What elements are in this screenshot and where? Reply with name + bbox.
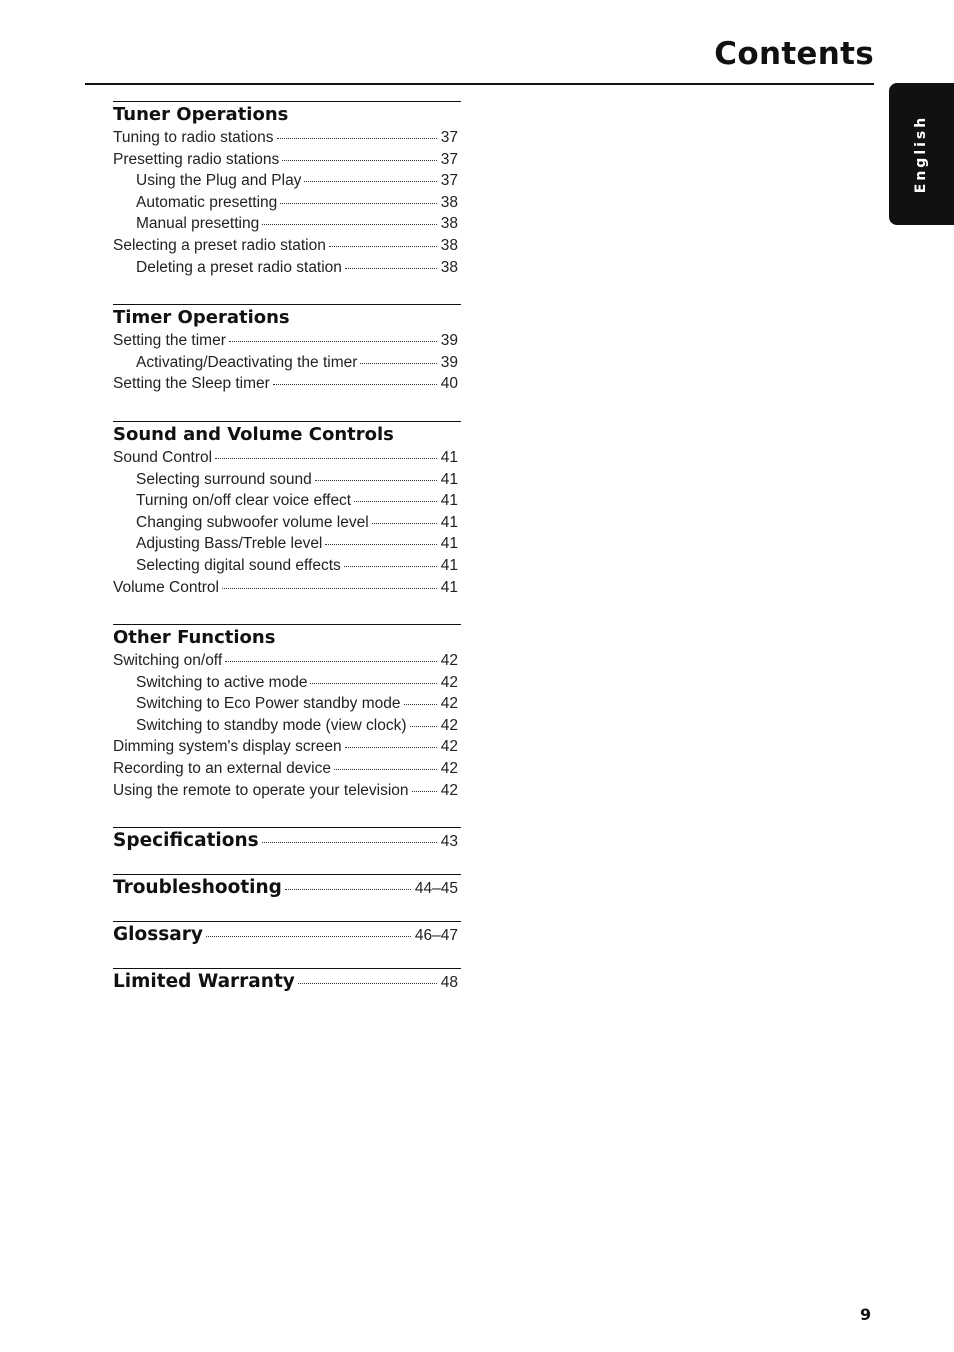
- toc-subentry: [113, 213, 461, 235]
- toc-entry: [113, 736, 461, 758]
- toc-entry-page: 38: [440, 258, 458, 276]
- toc-entry-page: 42: [440, 781, 458, 799]
- toc-section-troubleshooting: [113, 874, 461, 900]
- dot-leader: [412, 791, 437, 792]
- toc-entry-label: Automatic presetting: [136, 193, 278, 211]
- toc-entry-label: Deleting a preset radio station: [136, 258, 342, 276]
- dot-leader: [345, 268, 437, 269]
- dot-leader: [334, 769, 437, 770]
- dot-leader: [280, 203, 436, 204]
- toc-subentry: [113, 533, 461, 555]
- dot-leader: [354, 501, 437, 502]
- dot-leader: [325, 544, 436, 545]
- toc-entry-label: Using the remote to operate your television: [113, 781, 409, 799]
- toc-entry-page: 39: [440, 332, 458, 350]
- toc-entry-page: 41: [440, 513, 458, 531]
- toc-entry-label: Recording to an external device: [113, 760, 331, 778]
- toc-entry-page: 42: [440, 738, 458, 756]
- toc-section-specifications: [113, 827, 461, 853]
- toc-entry-label: Manual presetting: [136, 215, 260, 233]
- toc-subentry: [113, 672, 461, 694]
- section-heading: Specifications: [113, 830, 259, 852]
- toc-entry-label: Switching to standby mode (view clock): [136, 716, 407, 734]
- dot-leader: [315, 480, 437, 481]
- toc-subentry: [113, 469, 461, 491]
- toc-heading-entry: [113, 970, 461, 994]
- toc-entry: [113, 235, 461, 257]
- section-heading: Sound and Volume Controls: [113, 423, 394, 445]
- toc-entry-label: Sound Control: [113, 448, 213, 466]
- toc-entry-page: 43: [440, 833, 458, 851]
- toc-entry: [113, 758, 461, 780]
- dot-leader: [229, 341, 437, 342]
- toc-heading-entry: [113, 876, 461, 900]
- toc-entry: [113, 447, 461, 469]
- toc-subentry: [113, 170, 461, 192]
- toc-subentry: [113, 512, 461, 534]
- toc-entry-label: Turning on/off clear voice effect: [136, 492, 352, 510]
- dot-leader: [222, 588, 437, 589]
- toc-subentry: [113, 715, 461, 737]
- dot-leader: [298, 983, 437, 984]
- dot-leader: [282, 160, 436, 161]
- section-heading: Glossary: [113, 924, 203, 946]
- toc-entry-page: 37: [440, 150, 458, 168]
- toc-section-glossary: [113, 921, 461, 947]
- toc-entry-page: 44–45: [414, 880, 458, 898]
- toc-entry-label: Presetting radio stations: [113, 150, 280, 168]
- toc-entry-page: 41: [440, 556, 458, 574]
- toc-entry-label: Using the Plug and Play: [136, 172, 302, 190]
- title-rule: [85, 83, 874, 85]
- section-heading: Timer Operations: [113, 307, 290, 329]
- toc-entry-page: 39: [440, 353, 458, 371]
- toc-entry-label: Volume Control: [113, 578, 219, 596]
- page-number: 9: [860, 1305, 872, 1324]
- section-heading: Tuner Operations: [113, 104, 289, 125]
- dot-leader: [262, 224, 437, 225]
- toc-entry-label: Dimming system's display screen: [113, 738, 342, 756]
- toc-entry-page: 46–47: [414, 927, 458, 945]
- section-heading: Limited Warranty: [113, 971, 295, 993]
- toc-entry-label: Changing subwoofer volume level: [136, 513, 369, 531]
- toc-entry-page: 41: [440, 578, 458, 596]
- toc-entry-page: 41: [440, 448, 458, 466]
- toc-section-sound-and-volume-controls: [113, 421, 461, 598]
- toc-entry-page: 40: [440, 375, 458, 393]
- toc-subentry: [113, 555, 461, 577]
- toc-entry-label: Switching on/off: [113, 652, 223, 670]
- toc-section-limited-warranty: [113, 968, 461, 994]
- dot-leader: [404, 704, 437, 705]
- toc-entry-page: 41: [440, 492, 458, 510]
- toc-entry-page: 41: [440, 470, 458, 488]
- dot-leader: [262, 842, 437, 843]
- section-heading: Other Functions: [113, 627, 276, 649]
- toc-heading-entry: [113, 923, 461, 947]
- toc-entry: [113, 373, 461, 395]
- toc-entry-page: 38: [440, 215, 458, 233]
- dot-leader: [304, 181, 436, 182]
- toc-entry: [113, 330, 461, 352]
- dot-leader: [285, 889, 411, 890]
- dot-leader: [273, 384, 437, 385]
- toc-entry-page: 42: [440, 695, 458, 713]
- dot-leader: [206, 936, 411, 937]
- dot-leader: [410, 726, 437, 727]
- toc-entry-label: Selecting surround sound: [136, 470, 312, 488]
- toc-entry-label: Adjusting Bass/Treble level: [136, 535, 323, 553]
- toc-entry-label: Switching to active mode: [136, 673, 308, 691]
- toc-heading-entry: [113, 829, 461, 853]
- toc-entry-page: 42: [440, 716, 458, 734]
- toc-section-timer-operations: [113, 304, 461, 395]
- toc-entry: [113, 650, 461, 672]
- toc-entry: [113, 149, 461, 171]
- toc-subentry: [113, 352, 461, 374]
- language-tab-label: English: [913, 114, 930, 194]
- toc-entry-label: Setting the timer: [113, 332, 226, 350]
- toc-subentry: [113, 693, 461, 715]
- toc-entry-page: 42: [440, 673, 458, 691]
- toc-entry-page: 38: [440, 236, 458, 254]
- dot-leader: [344, 566, 437, 567]
- table-of-contents: [113, 101, 461, 1015]
- toc-entry-page: 41: [440, 535, 458, 553]
- toc-entry-label: Activating/Deactivating the timer: [136, 353, 358, 371]
- toc-subentry: [113, 257, 461, 279]
- toc-entry-label: Selecting digital sound effects: [136, 556, 341, 574]
- dot-leader: [310, 683, 436, 684]
- dot-leader: [372, 523, 437, 524]
- dot-leader: [225, 661, 437, 662]
- toc-entry-page: 37: [440, 172, 458, 190]
- toc-subentry: [113, 192, 461, 214]
- toc-entry-page: 38: [440, 193, 458, 211]
- toc-entry-page: 37: [440, 129, 458, 146]
- toc-entry-label: Setting the Sleep timer: [113, 375, 270, 393]
- toc-section-other-functions: [113, 624, 461, 801]
- toc-entry: [113, 127, 461, 149]
- toc-entry: [113, 577, 461, 599]
- page-title: Contents: [714, 36, 874, 72]
- toc-entry-label: Switching to Eco Power standby mode: [136, 695, 401, 713]
- toc-entry: [113, 780, 461, 802]
- toc-entry-page: 42: [440, 760, 458, 778]
- toc-subentry: [113, 490, 461, 512]
- dot-leader: [345, 747, 437, 748]
- toc-section-tuner-operations: [113, 101, 461, 278]
- toc-entry-label: Selecting a preset radio station: [113, 236, 326, 254]
- section-heading: Troubleshooting: [113, 877, 282, 899]
- toc-entry-page: 48: [440, 974, 458, 992]
- dot-leader: [277, 138, 437, 139]
- dot-leader: [329, 246, 437, 247]
- toc-entry-label: Tuning to radio stations: [113, 129, 274, 146]
- toc-entry-page: 42: [440, 652, 458, 670]
- dot-leader: [360, 363, 436, 364]
- language-tab: [889, 83, 954, 225]
- dot-leader: [215, 458, 437, 459]
